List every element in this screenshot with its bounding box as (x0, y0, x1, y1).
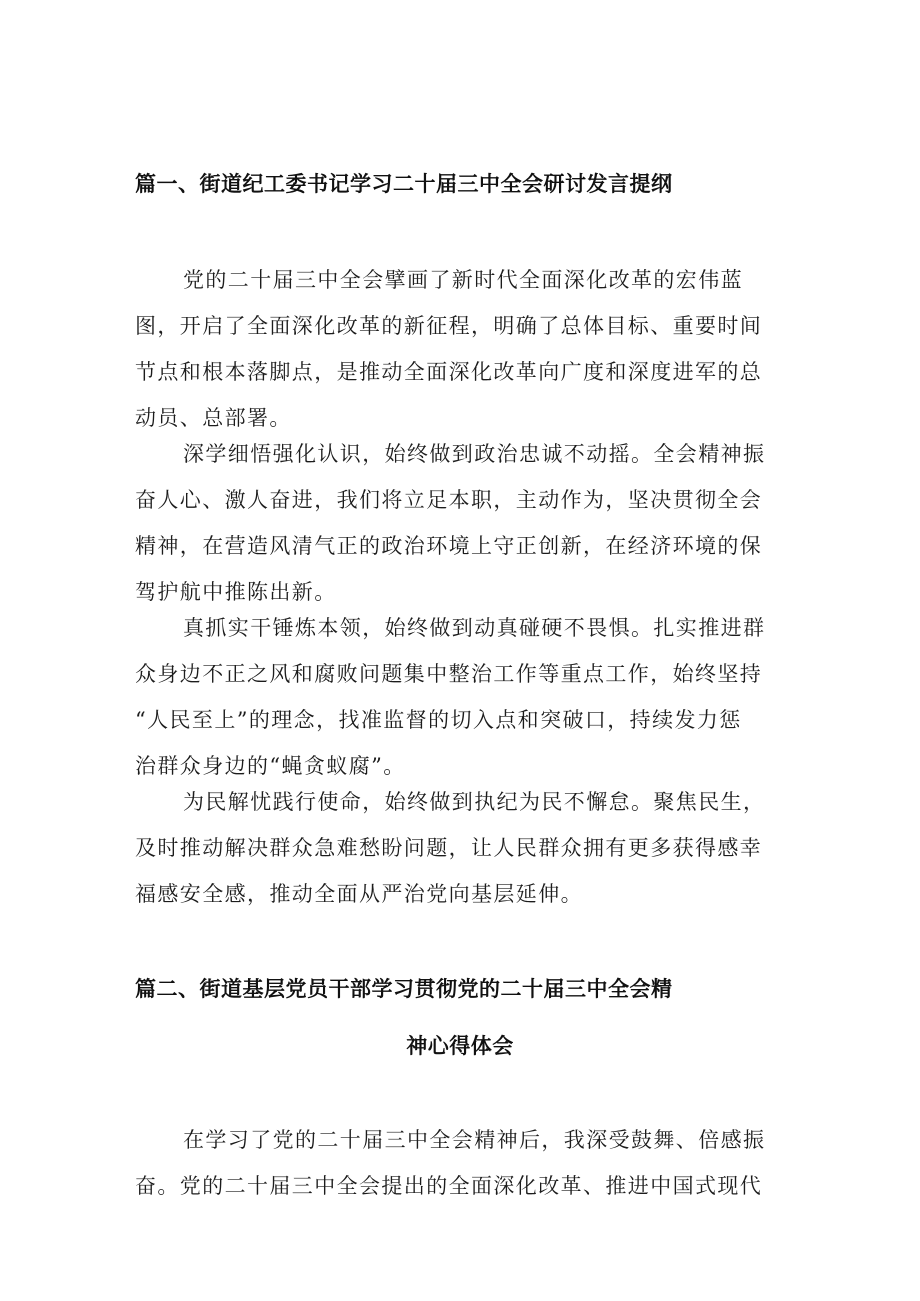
paragraph-line: 精神，在营造风清气正的政治环境上守正创新，在经济环境的保 (135, 534, 763, 558)
paragraph-line: 驾护航中推陈出新。 (135, 580, 337, 604)
section1-title: 篇一、街道纪工委书记学习二十届三中全会研讨发言提纲 (135, 172, 673, 196)
section2-paragraph-1 (135, 1117, 795, 1209)
paragraph-line: 在学习了党的二十届三中全会精神后，我深受鼓舞、倍感振 (183, 1128, 766, 1152)
paragraph-line: 深学细悟强化认识，始终做到政治忠诚不动摇。全会精神振 (183, 442, 766, 466)
paragraph-line: 治群众身边的“蝇贪蚁腐”。 (135, 754, 406, 778)
section1-paragraph-3 (135, 605, 795, 789)
paragraph-line: 真抓实干锤炼本领，始终做到动真碰硬不畏惧。扎实推进群 (183, 616, 766, 640)
paragraph-line: 为民解忧践行使命，始终做到执纪为民不懈怠。聚焦民生， (183, 790, 766, 814)
paragraph-line: 福感安全感，推动全面从严治党向基层延伸。 (135, 882, 583, 906)
section1-paragraph-1 (135, 257, 795, 441)
paragraph-line: 动员、总部署。 (135, 406, 292, 430)
paragraph-line: 图，开启了全面深化改革的新征程，明确了总体目标、重要时间 (135, 314, 763, 338)
section1-paragraph-2 (135, 431, 795, 615)
paragraph-line: 及时推动解决群众急难愁盼问题，让人民群众拥有更多获得感幸 (135, 836, 763, 860)
paragraph-line: 奋人心、激人奋进，我们将立足本职，主动作为，坚决贯彻全会 (135, 488, 763, 512)
paragraph-line: 众身边不正之风和腐败问题集中整治工作等重点工作，始终坚持 (135, 662, 763, 686)
paragraph-line: 党的二十届三中全会擘画了新时代全面深化改革的宏伟蓝 (183, 268, 743, 292)
paragraph-line: 节点和根本落脚点，是推动全面深化改革向广度和深度进军的总 (135, 360, 763, 384)
section1-paragraph-4 (135, 779, 795, 917)
paragraph-line: 奋。党的二十届三中全会提出的全面深化改革、推进中国式现代 (135, 1174, 763, 1198)
paragraph-line: “人民至上”的理念，找准监督的切入点和突破口，持续发力惩 (135, 708, 742, 732)
section2-title-line-2: 神心得体会 (406, 1034, 514, 1058)
section2-title-line-1: 篇二、街道基层党员干部学习贯彻党的二十届三中全会精 (135, 977, 673, 1001)
